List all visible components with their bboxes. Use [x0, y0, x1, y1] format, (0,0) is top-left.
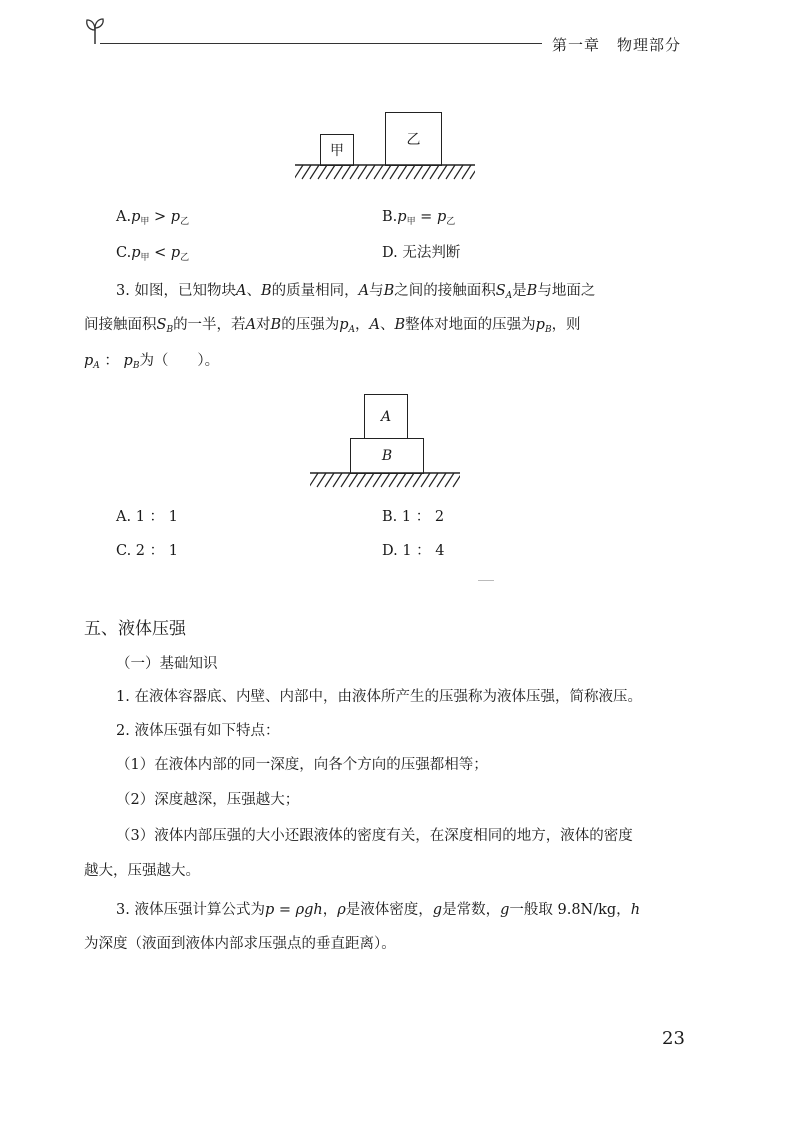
option-q3-d[interactable]: D. 1 ： 4	[382, 543, 445, 559]
operator: <	[149, 245, 171, 261]
block-a-label: A	[380, 409, 392, 425]
subscript: 乙	[180, 253, 190, 263]
var-p: p	[131, 209, 141, 225]
var-p: p	[397, 209, 407, 225]
operator: =	[415, 209, 437, 225]
subscript: 乙	[446, 217, 456, 227]
block-b-label: B	[381, 448, 393, 464]
subscript: 乙	[180, 217, 190, 227]
option-q2-c[interactable]	[116, 246, 189, 263]
var-p: p	[170, 245, 181, 261]
sprout-icon	[84, 16, 106, 46]
ground-hatch-2	[310, 472, 460, 488]
var-p: p	[131, 245, 141, 261]
var-p: p	[170, 209, 181, 225]
option-q3-c[interactable]: C. 2 ： 1	[116, 543, 178, 559]
paragraph-3: （1）在液体内部的同一深度，向各个方向的压强都相等；	[116, 757, 488, 773]
paragraph-5b: 越大，压强越大。	[84, 863, 200, 879]
section-title: 五、液体压强	[84, 619, 186, 639]
option-prefix: A.	[116, 209, 132, 225]
block-a	[364, 394, 408, 440]
small-rule	[478, 580, 494, 581]
subscript: 甲	[140, 253, 150, 263]
header-section: 物理部分	[617, 36, 682, 54]
var-p: p	[436, 209, 447, 225]
ground-hatch-1	[295, 164, 475, 180]
subsection-title: （一）基础知识	[116, 656, 218, 672]
block-yi-label: 乙	[406, 132, 421, 148]
block-jia	[320, 134, 354, 166]
option-prefix: C.	[116, 245, 132, 261]
option-q2-a[interactable]	[116, 210, 189, 227]
paragraph-2: 2. 液体压强有如下特点：	[116, 723, 280, 739]
page-number: 23	[662, 1028, 685, 1049]
option-q3-a[interactable]: A. 1 ： 1	[116, 509, 178, 525]
operator: >	[149, 209, 171, 225]
option-q2-d[interactable]: D. 无法判断	[382, 245, 461, 261]
header-rule	[100, 43, 542, 44]
q3-line1: 3. 如图，已知物块A、B的质量相同，A与B之间的接触面积$S_A$是B与地面之	[116, 283, 596, 301]
option-prefix: B.	[382, 209, 398, 225]
header-chapter: 第一章	[552, 36, 601, 54]
option-q2-b[interactable]	[382, 210, 455, 227]
paragraph-6b: 为深度（液面到液体内部求压强点的垂直距离）。	[84, 936, 396, 952]
block-b	[350, 438, 424, 474]
option-q3-b[interactable]: B. 1 ： 2	[382, 509, 445, 525]
q3-line2: 间接触面积$S_B$的一半，若A对B的压强为$p_A$，A、B整体对地面的压强为$p_B$，则	[84, 317, 581, 335]
subscript: 甲	[140, 217, 150, 227]
q3-line3: $p_A$ ： $p_B$为（ ）。	[84, 353, 220, 371]
block-yi	[385, 112, 442, 166]
block-jia-label: 甲	[330, 143, 344, 159]
paragraph-4: （2）深度越深，压强越大；	[116, 792, 300, 808]
paragraph-5a: （3）液体内部压强的大小还跟液体的密度有关，在深度相同的地方，液体的密度	[116, 828, 633, 844]
subscript: 甲	[406, 217, 416, 227]
paragraph-1: 1. 在液体容器底、内壁、内部中，由液体所产生的压强称为液体压强，简称液压。	[116, 689, 642, 705]
paragraph-6a: 3. 液体压强计算公式为p = ρgh，ρ是液体密度，g是常数，g一般取 9.8N/kg，h	[116, 902, 641, 918]
